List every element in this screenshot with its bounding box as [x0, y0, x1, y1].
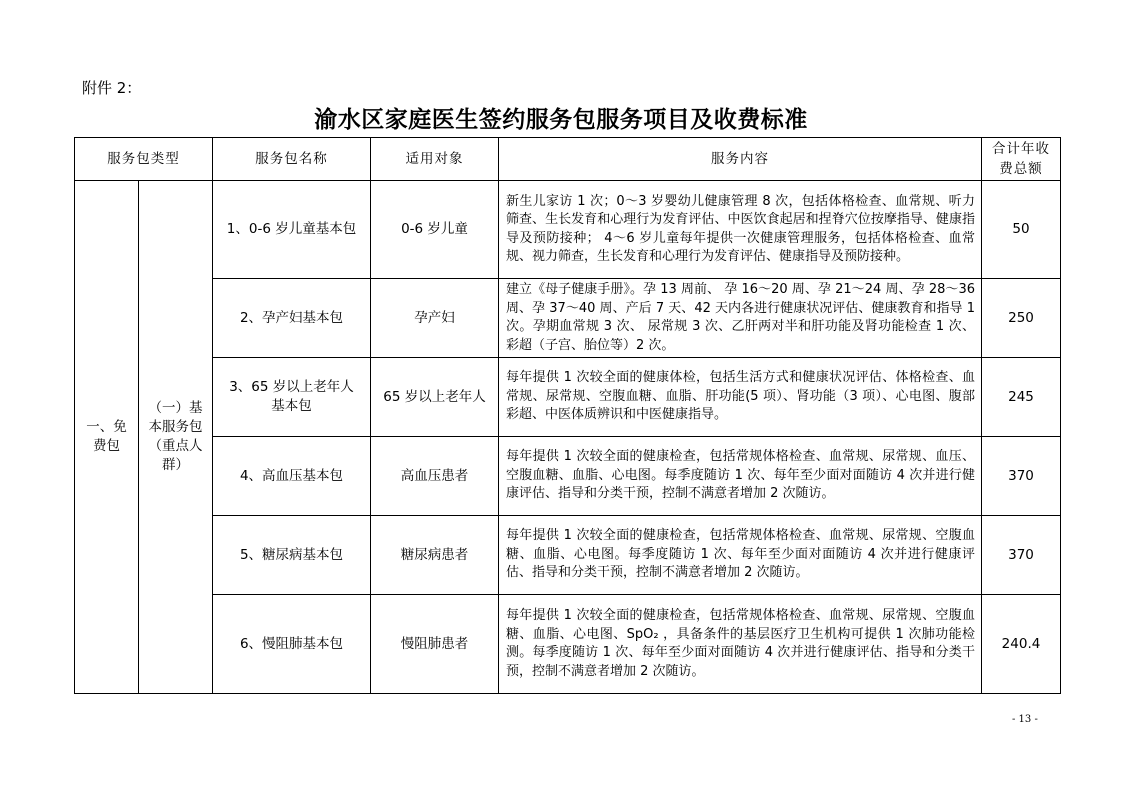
package-fee: 370: [982, 516, 1061, 595]
package-target: 糖尿病患者: [371, 516, 499, 595]
table-row: [75, 358, 1061, 437]
package-name: 2、孕产妇基本包: [213, 279, 371, 358]
package-content: 每年提供 1 次较全面的健康检查，包括常规体格检查、血常规、尿常规、空腹血糖、血脂、心电图、SpO₂ ，具备条件的基层医疗卫生机构可提供 1 次肺功能检测。每季度随访 1 次、每年至少面对面随访 4 次并进行健康评估、指导和分类干预，控制不满意者增加 2 次随访。: [499, 595, 982, 694]
package-target: 孕产妇: [371, 279, 499, 358]
header-name: 服务包名称: [213, 138, 371, 181]
package-fee: 240.4: [982, 595, 1061, 694]
category-level2: （一）基本服务包（重点人群）: [139, 181, 213, 694]
header-target: 适用对象: [371, 138, 499, 181]
table-row: [75, 516, 1061, 595]
table-row: [75, 437, 1061, 516]
package-fee: 370: [982, 437, 1061, 516]
package-target: 慢阻肺患者: [371, 595, 499, 694]
package-content: 每年提供 1 次较全面的健康体检，包括生活方式和健康状况评估、体格检查、血常规、尿常规、空腹血糖、血脂、肝功能(5 项）、肾功能（3 项）、心电图、腹部彩超、中医体质辨识和中医健康指导。: [499, 358, 982, 437]
package-content: 建立《母子健康手册》。孕 13 周前、 孕 16～20 周、孕 21～24 周、孕 28～36 周、孕 37～40 周、产后 7 天、42 天内各进行健康状况评估、健康教育和指导 1 次。孕期血常规 3 次、 尿常规 3 次、乙肝两对半和肝功能及肾功能检查 1 次、彩超（子宫、胎位等）2 次。: [499, 279, 982, 358]
package-fee: 245: [982, 358, 1061, 437]
package-target: 高血压患者: [371, 437, 499, 516]
category-level1: 一、免费包: [75, 181, 139, 694]
table-row: [75, 279, 1061, 358]
document-title: 渝水区家庭医生签约服务包服务项目及收费标准: [314, 106, 808, 133]
package-target: 0-6 岁儿童: [371, 181, 499, 279]
header-fee: 合计年收费总额: [982, 138, 1061, 181]
service-package-table: [74, 137, 1061, 694]
table-row: [75, 595, 1061, 694]
package-content: 每年提供 1 次较全面的健康检查，包括常规体格检查、血常规、尿常规、血压、空腹血糖、血脂、心电图。每季度随访 1 次、每年至少面对面随访 4 次并进行健康评估、指导和分类干预，控制不满意者增加 2 次随访。: [499, 437, 982, 516]
package-content: 每年提供 1 次较全面的健康检查，包括常规体格检查、血常规、尿常规、空腹血糖、血脂、心电图。每季度随访 1 次、每年至少面对面随访 4 次并进行健康评估、指导和分类干预，控制不满意者增加 2 次随访。: [499, 516, 982, 595]
header-type: 服务包类型: [75, 138, 213, 181]
attachment-label: 附件 2：: [82, 79, 142, 97]
header-content: 服务内容: [499, 138, 982, 181]
package-fee: 50: [982, 181, 1061, 279]
package-content: 新生儿家访 1 次；0～3 岁婴幼儿健康管理 8 次，包括体格检查、血常规、听力筛查、生长发育和心理行为发育评估、中医饮食起居和捏脊穴位按摩指导、健康指导及预防接种； 4～6 岁儿童每年提供一次健康管理服务，包括体格检查、血常规、视力筛查，生长发育和心理行为发育评估、健康指导及预防接种。: [499, 181, 982, 279]
page-number: - 13 -: [1012, 714, 1038, 725]
package-target: 65 岁以上老年人: [371, 358, 499, 437]
package-name: 3、65 岁以上老年人基本包: [213, 358, 371, 437]
package-name: 1、0-6 岁儿童基本包: [213, 181, 371, 279]
table-row: [75, 181, 1061, 279]
package-fee: 250: [982, 279, 1061, 358]
package-name: 4、高血压基本包: [213, 437, 371, 516]
package-name: 5、糖尿病基本包: [213, 516, 371, 595]
package-name: 6、慢阻肺基本包: [213, 595, 371, 694]
table-header-row: [75, 138, 1061, 181]
